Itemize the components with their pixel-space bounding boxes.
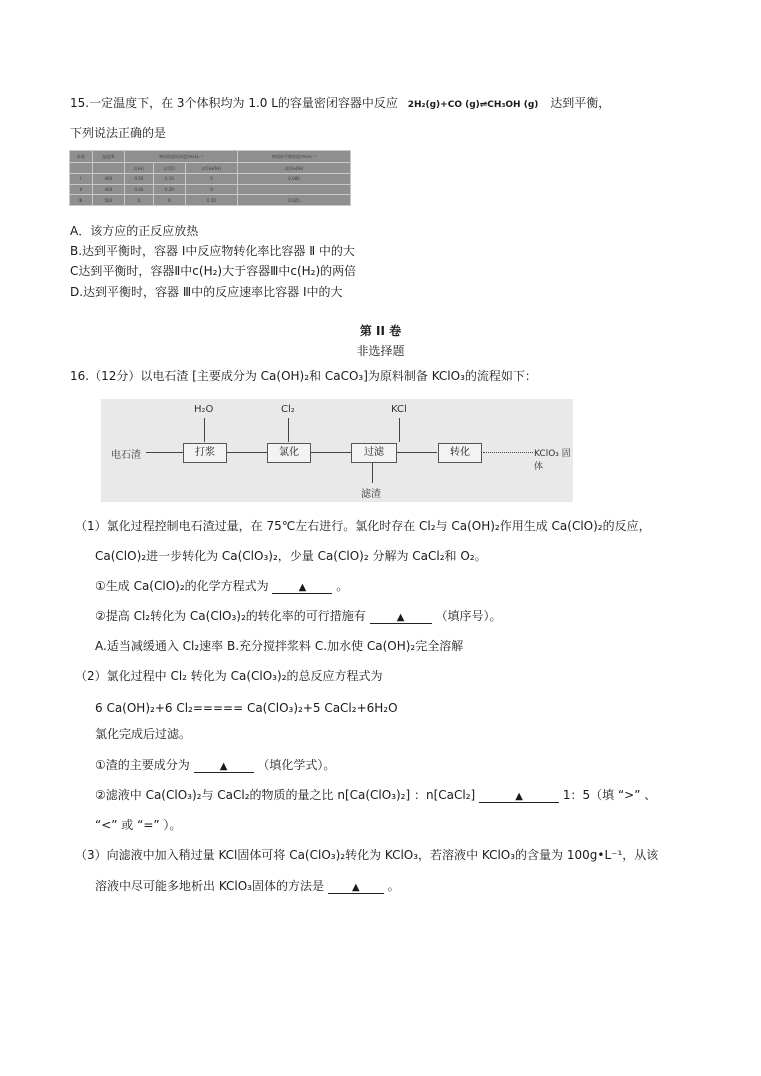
answer-blank[interactable]: ▲ <box>194 758 254 773</box>
q16-p2f: “<” 或 “=” ）。 <box>95 818 182 832</box>
flow-arrow <box>288 418 289 442</box>
q16-stem: 16.（12分）以电石渣 [主要成分为 Ca(OH)₂和 CaCO₃]为原料制备 KClO₃的流程如下： <box>70 369 537 383</box>
q15-option-a: A．该方应的正反应放热 <box>70 224 199 238</box>
table-cell: Ⅱ <box>70 184 93 195</box>
flow-arrow <box>397 452 437 453</box>
q16-p2a: （2）氯化过程中 Cl₂ 转化为 Ca(ClO₃)₂的总反应方程式为 <box>75 669 383 683</box>
flow-input-chlorine: Cl₂ <box>281 404 295 415</box>
q15-stem-line1 <box>70 95 610 113</box>
table-cell: 0 <box>153 195 185 206</box>
table-cell: 400 <box>92 174 125 185</box>
q16-p1b: Ca(ClO)₂进一步转化为 Ca(ClO₃)₂，少量 Ca(ClO)₂ 分解为 CaCl₂和 O₂。 <box>95 549 487 563</box>
q15-option-b: B.达到平衡时，容器 Ⅰ中反应物转化率比容器 Ⅱ 中的大 <box>70 244 355 258</box>
table-cell: Ⅰ <box>70 174 93 185</box>
q16-p2b: 6 Ca(OH)₂+6 Cl₂===== Ca(ClO₃)₂+5 CaCl₂+6H₂O <box>95 701 398 715</box>
flow-input-water: H₂O <box>194 404 214 415</box>
flow-arrow <box>204 418 205 442</box>
q16-p1a: （1）氯化过程控制电石渣过量，在 75℃左右进行。氯化时存在 Cl₂与 Ca(OH)₂作用生成 Ca(ClO)₂的反应， <box>75 519 651 533</box>
table-cell: 0.40 <box>125 184 154 195</box>
q16-p2d: ①渣的主要成分为 ▲ （填化学式）。 <box>95 758 336 772</box>
table-header: 容器 <box>70 151 93 163</box>
table-subheader: c(CH₃OH) <box>238 163 351 174</box>
answer-blank[interactable]: ▲ <box>272 579 332 594</box>
process-flow-diagram <box>101 399 573 502</box>
q16-p1d: ②提高 Cl₂转化为 Ca(ClO₃)₂的转化率的可行措施有 ▲ （填序号）。 <box>95 609 502 623</box>
table-row <box>70 195 351 206</box>
table-cell: 0.025 <box>238 195 351 206</box>
table-cell: Ⅲ <box>70 195 93 206</box>
flow-arrow <box>372 463 373 483</box>
flow-step-chlorination: 氯化 <box>267 443 311 463</box>
flow-step-conversion: 转化 <box>438 443 482 463</box>
table-cell: 0.20 <box>125 174 154 185</box>
flow-arrow <box>483 452 533 453</box>
table-cell: 400 <box>92 184 125 195</box>
flow-step-filtration: 过滤 <box>351 443 397 463</box>
q16-p2e: ②滤液中 Ca(ClO₃)₂与 CaCl₂的物质的量之比 n[Ca(ClO₃)₂] ：n[CaCl₂] ▲ 1：5（填 “>” 、 <box>95 788 657 802</box>
flow-start-label: 电石渣 <box>111 450 141 461</box>
reaction-equation: 2H₂(g)+CO (g)⇌CH₃OH (g) <box>407 100 539 110</box>
q15-stem-text: 15.一定温度下，在 3个体积均为 1.0 L的容量密闭容器中反应 <box>70 96 398 110</box>
answer-blank[interactable]: ▲ <box>328 879 384 894</box>
flow-arrow <box>146 452 183 453</box>
section-title: 第 II 卷 <box>359 324 402 338</box>
table-row <box>70 184 351 195</box>
q16-p1e: A.适当减缓通入 Cl₂速率 B.充分搅拌浆料 C.加水使 Ca(OH)₂完全溶解 <box>95 639 464 653</box>
equilibrium-data-table <box>69 150 351 206</box>
table-cell: 0 <box>185 184 237 195</box>
flow-output-label: KClO₃ 固体 <box>534 449 571 472</box>
q15-option-c: C达到平衡时，容器Ⅱ中c(H₂)大于容器Ⅲ中c(H₂)的两倍 <box>70 264 357 278</box>
table-subheader: c(H₂) <box>125 163 154 174</box>
section-subtitle: 非选择题 <box>356 344 405 358</box>
table-cell: 0 <box>185 174 237 185</box>
table-header: 物质的起始浓度/mol·L⁻¹ <box>125 151 238 163</box>
table-cell: 0.10 <box>153 174 185 185</box>
table-subheader: c(CO) <box>153 163 185 174</box>
q16-p3a: （3）向滤液中加入稍过量 KCl固体可将 Ca(ClO₃)₂转化为 KClO₃，若溶液中 KClO₃的含量为 100g•L⁻¹，从该 <box>75 848 659 862</box>
answer-blank[interactable]: ▲ <box>479 788 559 803</box>
flow-input-kcl: KCl <box>391 404 407 415</box>
table-row <box>70 174 351 185</box>
flow-step-beating: 打浆 <box>183 443 227 463</box>
q16-p2c: 氯化完成后过滤。 <box>95 727 192 741</box>
table-cell: 0.10 <box>185 195 237 206</box>
table-cell: 0 <box>125 195 154 206</box>
table-header: 温度/K <box>92 151 125 163</box>
table-cell: 0.080 <box>238 174 351 185</box>
flow-arrow <box>399 418 400 442</box>
table-subheader: c(CH₃OH) <box>185 163 237 174</box>
table-cell: 0.20 <box>153 184 185 195</box>
q16-p1c: ①生成 Ca(ClO)₂的化学方程式为 ▲ 。 <box>95 579 349 593</box>
table-header: 物质的平衡浓度/mol·L⁻¹ <box>238 151 351 163</box>
q15-stem-end: 达到平衡， <box>550 96 611 110</box>
flow-arrow <box>311 452 351 453</box>
q16-p3b: 溶液中尽可能多地析出 KClO₃固体的方法是 ▲ 。 <box>95 879 400 893</box>
flow-byproduct-label: 滤渣 <box>361 489 381 500</box>
q15-option-d: D.达到平衡时，容器 Ⅲ中的反应速率比容器 Ⅰ中的大 <box>70 285 343 299</box>
flow-arrow <box>227 452 267 453</box>
table-cell: 500 <box>92 195 125 206</box>
answer-blank[interactable]: ▲ <box>370 609 432 624</box>
q15-stem-line2: 下列说法正确的是 <box>70 126 167 140</box>
table-cell <box>238 184 351 195</box>
